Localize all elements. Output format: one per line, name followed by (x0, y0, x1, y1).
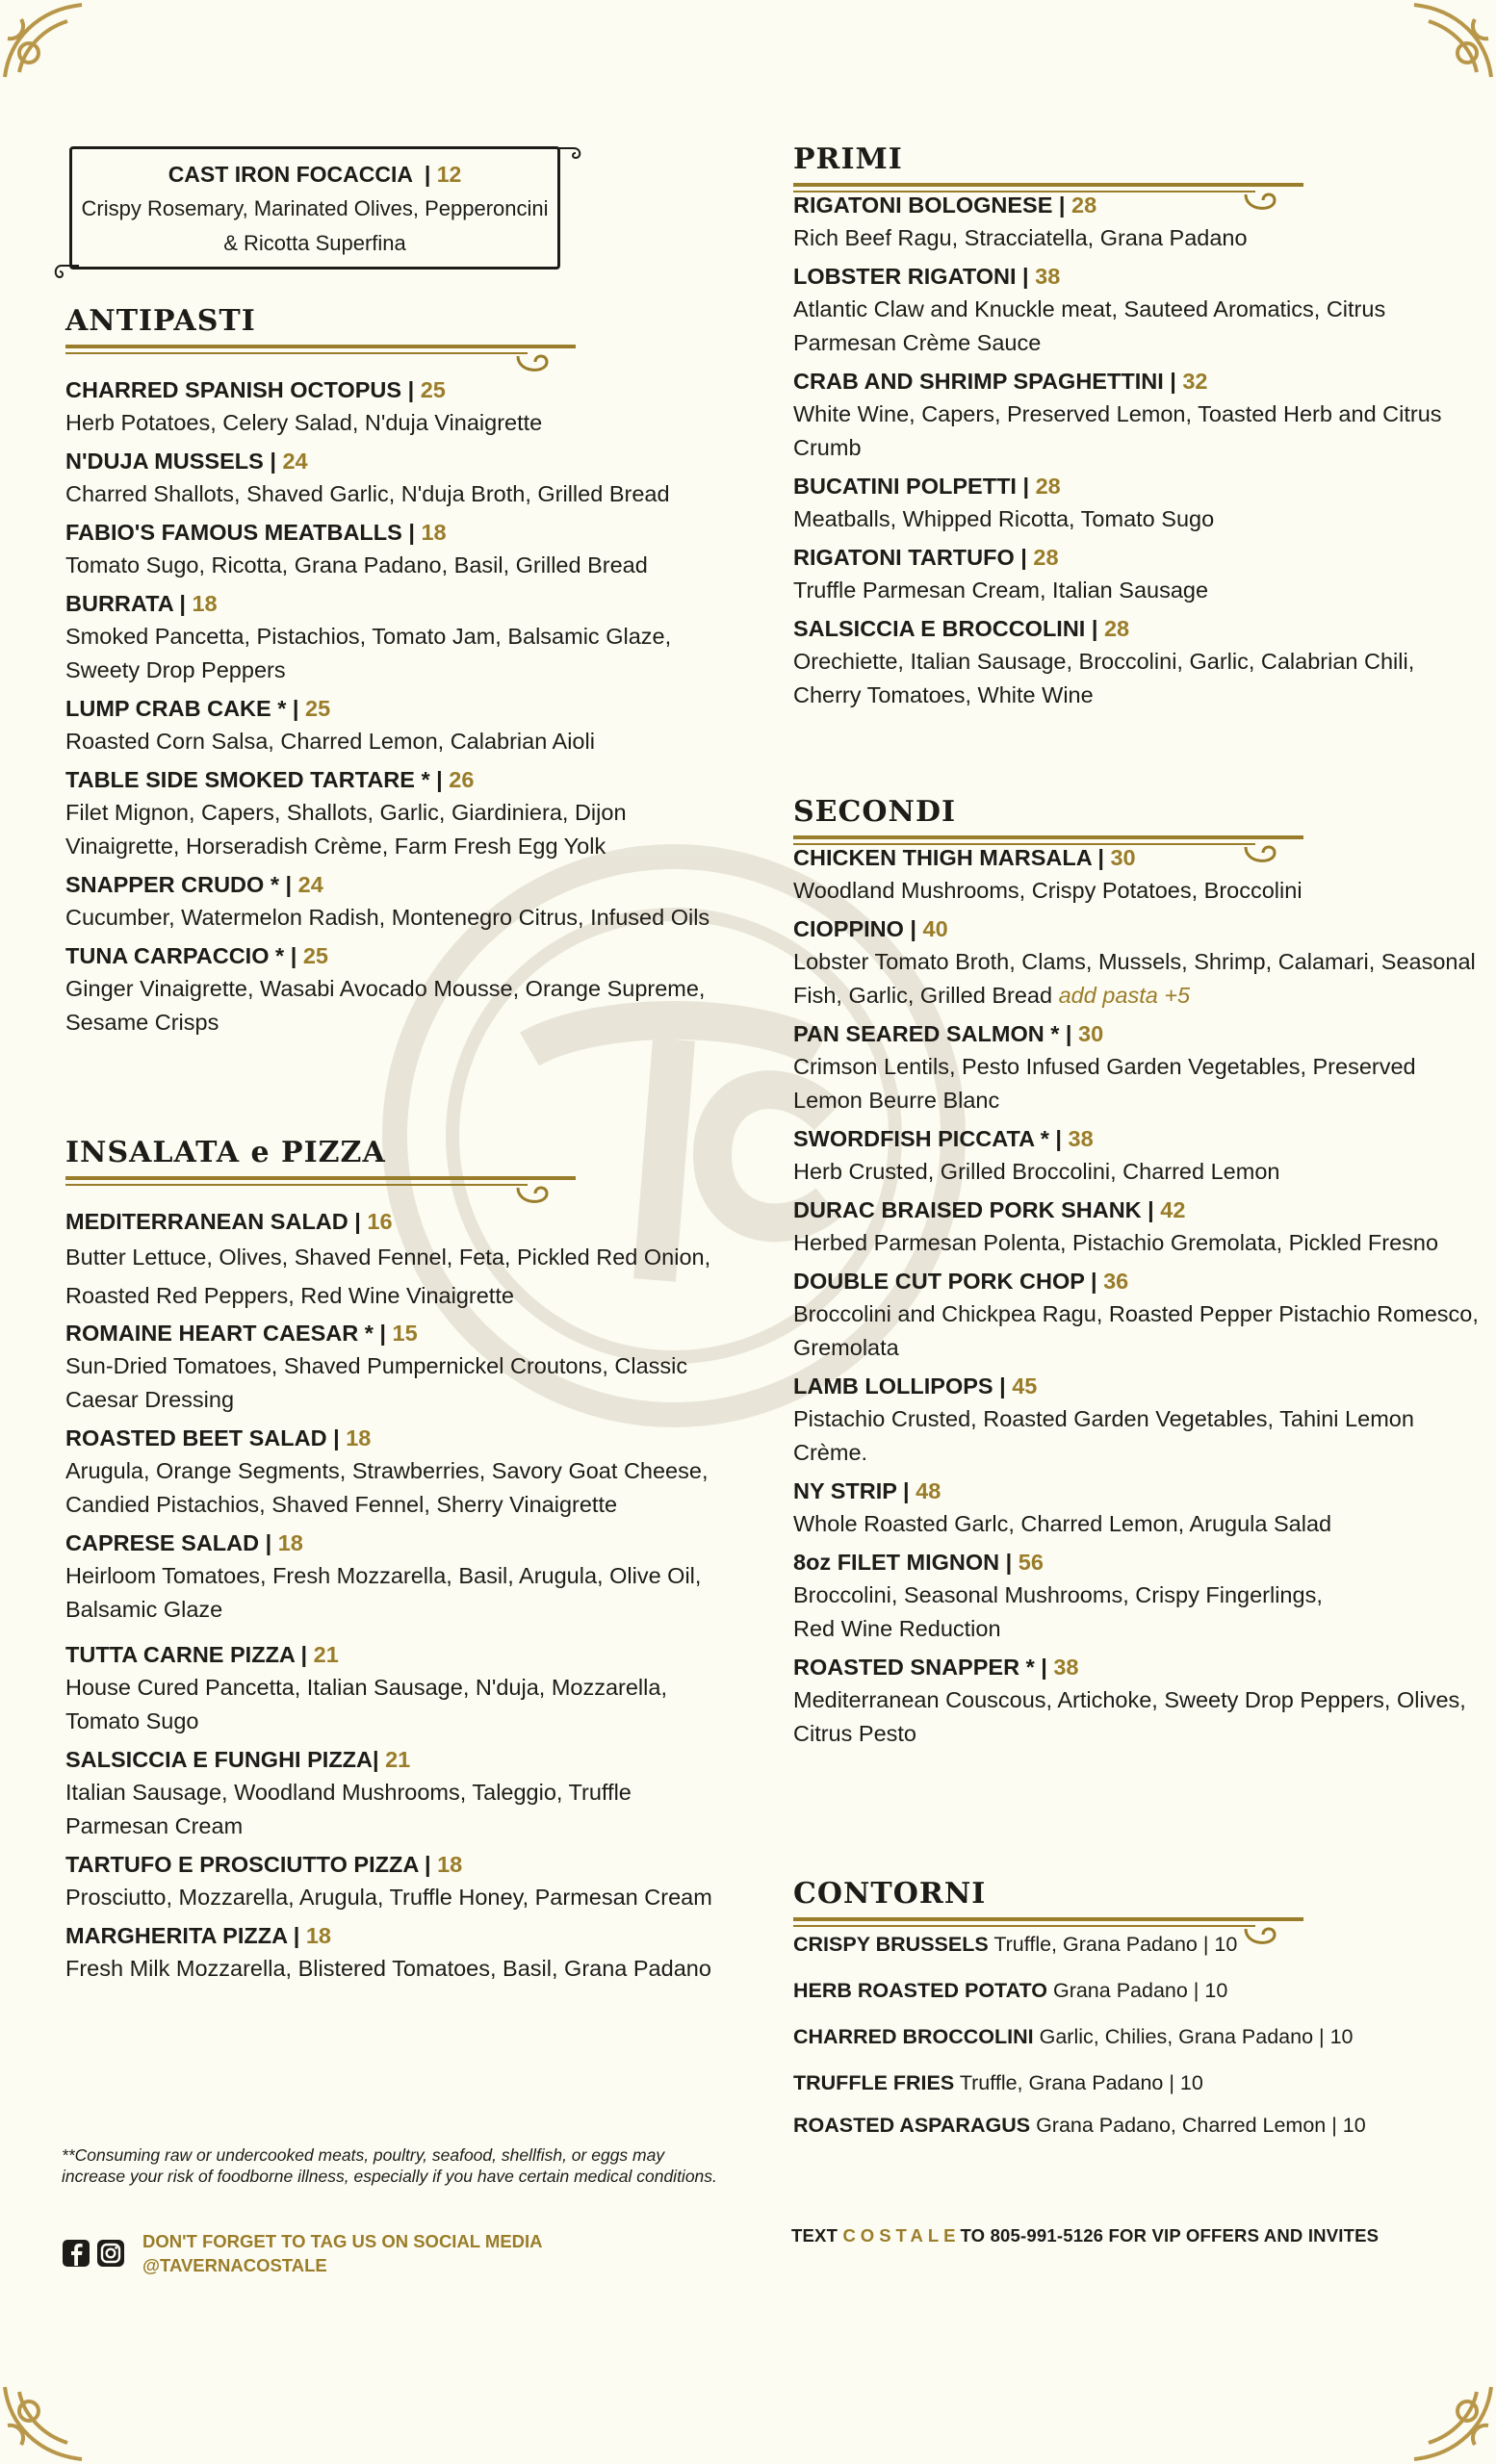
section-title: INSALATA e PIZZA (65, 1136, 386, 1169)
menu-item: TABLE SIDE SMOKED TARTARE * | 26 Filet Mignon, Capers, Shallots, Garlic, Giardiniera, Dijon Vinaigrette, Horseradish Crème, Farm Fresh Egg Yolk (65, 767, 627, 859)
menu-item: CHARRED SPANISH OCTOPUS | 25 Herb Potatoes, Celery Salad, N'duja Vinaigrette (65, 377, 543, 435)
menu-item: 8oz FILET MIGNON | 56 Broccolini, Seasonal Mushrooms, Crispy Fingerlings, Red Wine Reduction (793, 1550, 1323, 1641)
ornament-corner-icon (1405, 2373, 1496, 2464)
menu-item: LUMP CRAB CAKE * | 25 Roasted Corn Salsa, Charred Lemon, Calabrian Aioli (65, 696, 595, 754)
social-callout: DON'T FORGET TO TAG US ON SOCIAL MEDIA (142, 2231, 543, 2251)
ornament-corner-icon (0, 2373, 91, 2464)
side-item: ROASTED ASPARAGUS Grana Padano, Charred Lemon | 10 (793, 2114, 1366, 2137)
menu-item: SALSICCIA E BROCCOLINI | 28 Orechiette, Italian Sausage, Broccolini, Garlic, Calabrian Chili, Cherry Tomatoes, White Wine (793, 616, 1415, 707)
menu-item: CHICKEN THIGH MARSALA | 30 Woodland Mushrooms, Crispy Potatoes, Broccolini (793, 845, 1303, 903)
menu-item: MARGHERITA PIZZA | 18 Fresh Milk Mozzarella, Blistered Tomatoes, Basil, Grana Padano (65, 1923, 711, 1981)
menu-item: TUNA CARPACCIO * | 25 Ginger Vinaigrette, Wasabi Avocado Mousse, Orange Supreme, Sesame Crisps (65, 943, 706, 1035)
focaccia-price: 12 (436, 162, 462, 187)
menu-item: SWORDFISH PICCATA * | 38 Herb Crusted, Grilled Broccolini, Charred Lemon (793, 1126, 1280, 1184)
section-contorni (793, 1877, 1486, 2144)
facebook-icon[interactable] (62, 2239, 90, 2268)
section-title: ANTIPASTI (65, 304, 256, 338)
menu-item: DURAC BRAISED PORK SHANK | 42 Herbed Parmesan Polenta, Pistachio Gremolata, Pickled Fresno (793, 1197, 1439, 1255)
focaccia-desc-2: & Ricotta Superfina (223, 231, 406, 255)
menu-item: N'DUJA MUSSELS | 24 Charred Shallots, Shaved Garlic, N'duja Broth, Grilled Bread (65, 449, 670, 506)
social-block (62, 2229, 543, 2277)
menu-item: DOUBLE CUT PORK CHOP | 36 Broccolini and Chickpea Ragu, Roasted Pepper Pistachio Romesco, Gremolata (793, 1269, 1479, 1360)
section-title: SECONDI (793, 795, 957, 829)
menu-item: CIOPPINO | 40 Lobster Tomato Broth, Clams, Mussels, Shrimp, Calamari, Seasonal Fish, Garlic, Grilled Bread add pasta +5 (793, 916, 1476, 1008)
menu-item: LOBSTER RIGATONI | 38 Atlantic Claw and Knuckle meat, Sauteed Aromatics, Citrus Parmesan Crème Sauce (793, 264, 1386, 355)
focaccia-title: CAST IRON FOCACCIA | 12 (168, 162, 462, 187)
menu-item: NY STRIP | 48 Whole Roasted Garlc, Charred Lemon, Arugula Salad (793, 1478, 1332, 1536)
menu-item: CRAB AND SHRIMP SPAGHETTINI | 32 White Wine, Capers, Preserved Lemon, Toasted Herb and Citrus Crumb (793, 369, 1442, 460)
social-text (142, 2229, 543, 2277)
section-title: CONTORNI (793, 1877, 987, 1911)
add-pasta-note: add pasta +5 (1058, 983, 1191, 1008)
social-handle[interactable]: @TAVERNACOSTALE (142, 2255, 327, 2275)
vip-text-line: TEXT COSTALETO 805-991-5126 FOR VIP OFFERS AND INVITES (791, 2225, 1380, 2246)
menu-item: MEDITERRANEAN SALAD | 16 Butter Lettuce, Olives, Shaved Fennel, Feta, Pickled Red Onion, Roasted Red Peppers, Red Wine Vinaigrette (65, 1209, 711, 1308)
side-item: TRUFFLE FRIES Truffle, Grana Padano | 10 (793, 2071, 1203, 2094)
brand-name: COSTALE (842, 2225, 961, 2246)
menu-item: FABIO'S FAMOUS MEATBALLS | 18 Tomato Sugo, Ricotta, Grana Padano, Basil, Grilled Bread (65, 520, 648, 578)
menu-item: ROASTED SNAPPER * | 38 Mediterranean Couscous, Artichoke, Sweety Drop Peppers, Olives, Citrus Pesto (793, 1655, 1466, 1746)
menu-item: SNAPPER CRUDO * | 24 Cucumber, Watermelon Radish, Montenegro Citrus, Infused Oils (65, 872, 710, 930)
menu-item: BURRATA | 18 Smoked Pancetta, Pistachios, Tomato Jam, Balsamic Glaze, Sweety Drop Peppers (65, 591, 672, 682)
menu-item: ROASTED BEET SALAD | 18 Arugula, Orange Segments, Strawberries, Savory Goat Cheese, Candied Pistachios, Shaved Fennel, Sherry Vinaigrette (65, 1425, 709, 1517)
section-insalata-pizza (65, 1136, 730, 1986)
menu-item: TARTUFO E PROSCIUTTO PIZZA | 18 Prosciutto, Mozzarella, Arugula, Truffle Honey, Parmesan Cream (65, 1852, 712, 1910)
side-item: CRISPY BRUSSELS Truffle, Grana Padano | 10 (793, 1933, 1238, 1956)
instagram-icon[interactable] (96, 2239, 125, 2268)
ornament-corner-icon (1405, 0, 1496, 91)
side-item: HERB ROASTED POTATO Grana Padano | 10 (793, 1979, 1228, 2002)
menu-item: RIGATONI BOLOGNESE | 28 Rich Beef Ragu, Stracciatella, Grana Padano (793, 192, 1248, 250)
section-primi (793, 142, 1486, 712)
menu-item: BUCATINI POLPETTI | 28 Meatballs, Whipped Ricotta, Tomato Sugo (793, 474, 1215, 531)
section-title: PRIMI (793, 142, 903, 176)
section-antipasti (65, 304, 730, 1040)
section-secondi (793, 795, 1486, 1751)
allergy-disclaimer: **Consuming raw or undercooked meats, poultry, seafood, shellfish, or eggs may increase your risk of foodborne illness, especially if you have certain medical conditions. (62, 2145, 717, 2186)
menu-item: TUTTA CARNE PIZZA | 21 House Cured Pancetta, Italian Sausage, N'duja, Mozzarella, Tomato Sugo (65, 1642, 667, 1733)
menu-item: ROMAINE HEART CAESAR * | 15 Sun-Dried Tomatoes, Shaved Pumpernickel Croutons, Classic Caesar Dressing (65, 1321, 688, 1412)
focaccia-desc-1: Crispy Rosemary, Marinated Olives, Pepperoncini (81, 196, 549, 220)
menu-item: CAPRESE SALAD | 18 Heirloom Tomatoes, Fresh Mozzarella, Basil, Arugula, Olive Oil, Balsamic Glaze (65, 1530, 702, 1622)
menu-item: RIGATONI TARTUFO | 28 Truffle Parmesan Cream, Italian Sausage (793, 545, 1209, 603)
menu-item: PAN SEARED SALMON * | 30 Crimson Lentils, Pesto Infused Garden Vegetables, Preserved Lemon Beurre Blanc (793, 1021, 1416, 1113)
ornament-corner-icon (0, 0, 91, 91)
side-item: CHARRED BROCCOLINI Garlic, Chilies, Grana Padano | 10 (793, 2025, 1354, 2048)
menu-item: LAMB LOLLIPOPS | 45 Pistachio Crusted, Roasted Garden Vegetables, Tahini Lemon Crème. (793, 1373, 1414, 1465)
scroll-flourish-icon (556, 144, 585, 167)
focaccia-box (69, 146, 560, 270)
menu-item: SALSICCIA E FUNGHI PIZZA| 21 Italian Sausage, Woodland Mushrooms, Taleggio, Truffle Parmesan Cream (65, 1747, 632, 1838)
scroll-flourish-icon (52, 260, 81, 285)
